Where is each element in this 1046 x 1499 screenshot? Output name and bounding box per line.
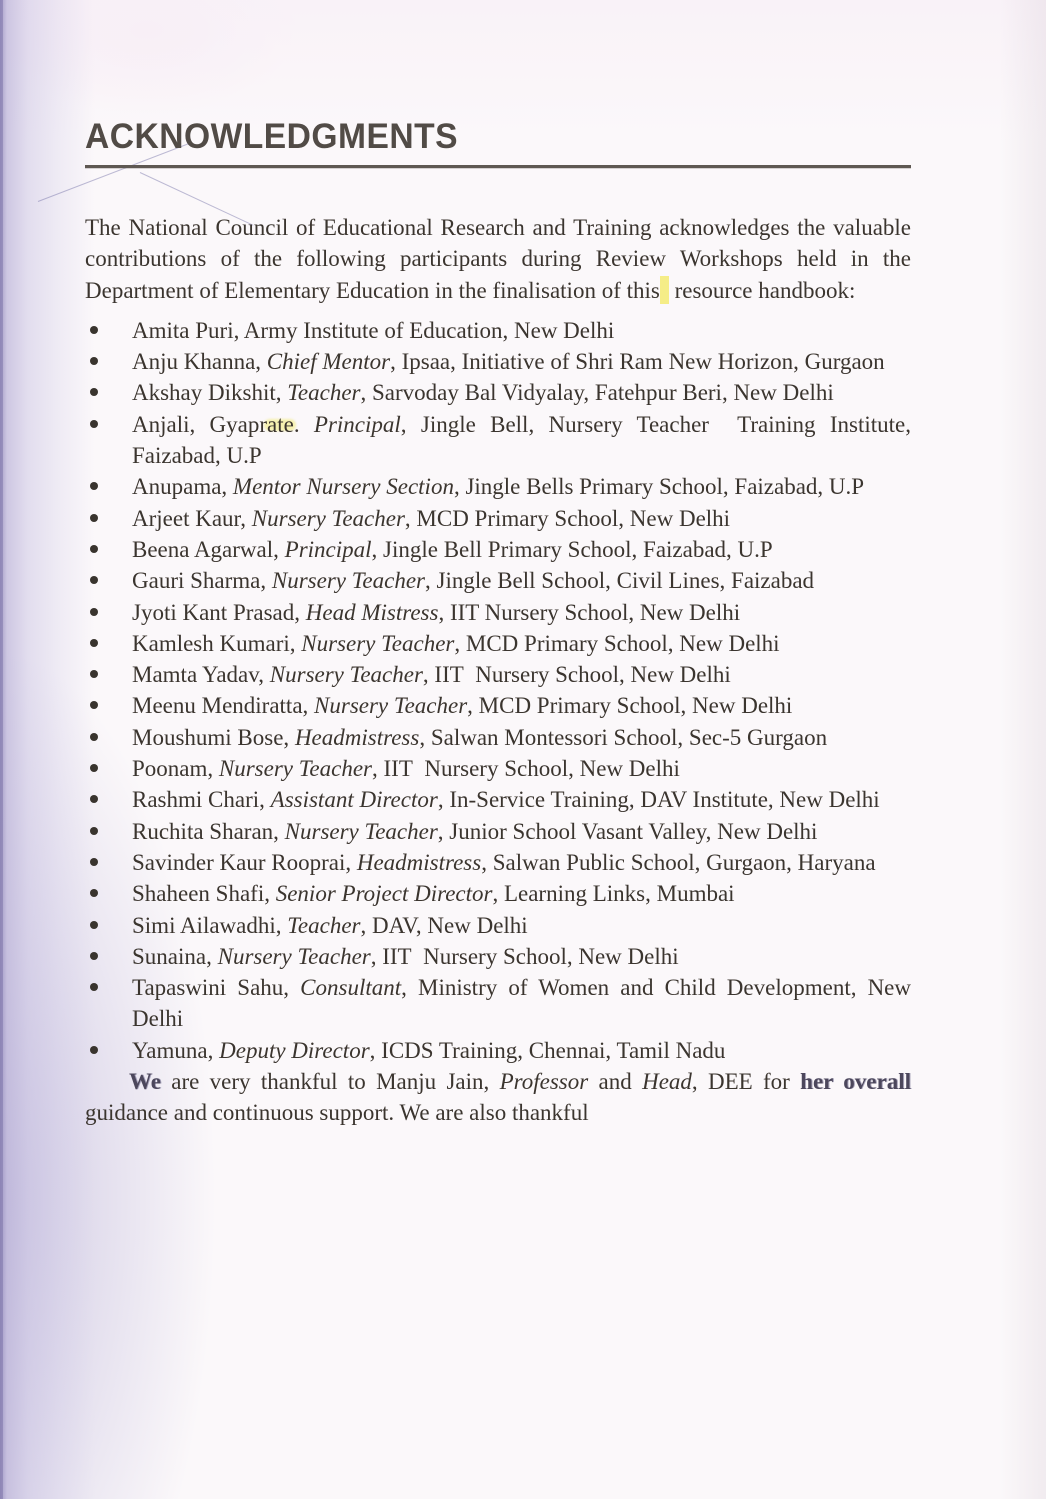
participant-item [85, 941, 911, 972]
role-italic-text: Nursery Teacher [218, 756, 373, 782]
text-segment: Savinder Kaur Rooprai, [132, 849, 357, 875]
text-segment: , Learning Links, Mumbai [492, 881, 735, 907]
title-rule [85, 165, 911, 168]
participant-item [85, 816, 911, 847]
bullet-icon [90, 827, 98, 835]
text-segment: , Ministry of Women and Child Development, New Delhi [132, 975, 911, 1032]
participant-item [85, 847, 911, 878]
text-segment: , DAV, New Delhi [360, 912, 528, 938]
text-segment: and [588, 1069, 643, 1095]
bullet-icon [90, 576, 98, 584]
text-segment: , IIT Nursery School, New Delhi [438, 599, 741, 625]
participant-item [85, 722, 911, 753]
bullet-icon [90, 514, 98, 522]
text-segment: We [129, 1069, 161, 1095]
text-segment: , MCD Primary School, New Delhi [454, 630, 780, 656]
text-segment: Shaheen Shafi, [132, 881, 276, 907]
participant-item [85, 784, 911, 815]
role-italic-text: Headmistress [294, 724, 420, 750]
text-segment: , Sarvoday Bal Vidyalay, Fatehpur Beri, New Delhi [360, 380, 834, 406]
text-segment: her overall [800, 1069, 911, 1095]
page-edge-shadow [0, 0, 3, 1499]
participant-item [85, 534, 911, 565]
text-segment: Kamlesh Kumari, [132, 630, 302, 656]
bullet-icon [90, 639, 98, 647]
participant-item [85, 315, 911, 346]
text-segment: , Junior School Vasant Valley, New Delhi [437, 818, 818, 844]
text-segment: Anju Khanna, [132, 349, 267, 375]
role-italic-text: Nursery Teacher [314, 693, 468, 719]
participant-item [85, 878, 911, 909]
participant-item [85, 753, 911, 784]
role-italic-text: Nursery Teacher [269, 662, 423, 688]
participant-item [85, 471, 911, 502]
bullet-icon [90, 952, 98, 960]
participant-item [85, 409, 911, 472]
bullet-icon [90, 388, 98, 396]
text-segment: , Salwan Public School, Gurgaon, Haryana [481, 849, 876, 875]
closing-paragraph [85, 1066, 911, 1129]
text-segment: Gauri Sharma, [132, 568, 272, 594]
text-segment: The National Council of Educational Research and Training acknowledges the valuable contributions of the following participants during Review Workshops held in the Department of Elementary Education in the finalisation of this [85, 215, 911, 303]
bullet-icon [90, 326, 98, 334]
text-segment: , In-Service Training, DAV Institute, New Delhi [437, 787, 880, 813]
text-segment: , Jingle Bell Primary School, Faizabad, U.P [371, 536, 773, 562]
text-segment: , IIT Nursery School, New Delhi [370, 943, 679, 969]
text-segment: Amita Puri, Army Institute of Education, New Delhi [132, 317, 615, 343]
text-segment: resource handbook: [668, 277, 856, 303]
text-segment: , Salwan Montessori School, Sec-5 Gurgaon [419, 724, 828, 750]
text-segment: Ruchita Sharan, [132, 818, 285, 844]
bullet-icon [90, 420, 98, 428]
text-segment: Akshay Dikshit, [132, 380, 288, 406]
role-italic-text: Nursery Teacher [217, 943, 371, 969]
text-segment: Anjali, Gyaprate. [132, 411, 314, 437]
text-segment: Mamta Yadav, [132, 662, 270, 688]
text-segment: , ICDS Training, Chennai, Tamil Nadu [369, 1037, 726, 1063]
text-segment: are very thankful to Manju Jain, [160, 1069, 500, 1095]
text-segment: guidance and continuous support. We are also thankful [85, 1100, 589, 1126]
text-segment: Anupama, [132, 474, 233, 500]
role-italic-text: Principal [313, 411, 401, 437]
text-segment: , IIT Nursery School, New Delhi [372, 756, 680, 782]
role-italic-text: Principal [284, 536, 372, 562]
text-segment: Arjeet Kaur, [132, 505, 252, 531]
role-italic-text: Head Mistress [305, 599, 439, 625]
role-italic-text: Nursery Teacher [301, 630, 455, 656]
role-italic-text: Mentor Nursery Section [232, 474, 454, 500]
bullet-icon [90, 983, 98, 991]
text-segment: Jyoti Kant Prasad, [132, 599, 306, 625]
role-italic-text: Consultant [300, 975, 402, 1001]
bullet-icon [90, 889, 98, 897]
role-italic-text: Teacher [287, 380, 361, 406]
role-italic-text: Teacher [287, 912, 361, 938]
bullet-icon [90, 670, 98, 678]
bullet-icon [90, 545, 98, 553]
participant-item [85, 690, 911, 721]
role-italic-text: Head [642, 1069, 692, 1095]
text-segment: , Ipsaa, Initiative of Shri Ram New Horizon, Gurgaon [390, 349, 885, 375]
text-segment: Tapaswini Sahu, [132, 975, 301, 1001]
bullet-icon [90, 701, 98, 709]
bullet-icon [90, 357, 98, 365]
role-italic-text: Deputy Director [219, 1037, 370, 1063]
role-italic-text: Nursery Teacher [251, 505, 405, 531]
text-segment: Meenu Mendiratta, [132, 693, 315, 719]
participant-item [85, 597, 911, 628]
role-italic-text: Senior Project Director [275, 881, 493, 907]
bullet-icon [90, 1046, 98, 1054]
bullet-icon [90, 733, 98, 741]
participant-item [85, 628, 911, 659]
text-segment: Beena Agarwal, [132, 536, 285, 562]
page-content [85, 0, 911, 1129]
participant-item [85, 377, 911, 408]
bullet-icon [90, 858, 98, 866]
participant-item [85, 346, 911, 377]
highlighter-mark [660, 276, 669, 304]
text-segment: , IIT Nursery School, New Delhi [422, 662, 731, 688]
participant-item [85, 972, 911, 1035]
role-italic-text: Headmistress [356, 849, 482, 875]
text-segment: Poonam, [132, 756, 219, 782]
text-segment: , Jingle Bells Primary School, Faizabad, U.P [453, 474, 865, 500]
role-italic-text: Chief Mentor [266, 349, 391, 375]
text-segment: , MCD Primary School, New Delhi [404, 505, 731, 531]
text-segment: , Jingle Bell School, Civil Lines, Faizabad [425, 568, 815, 594]
intro-paragraph [85, 212, 911, 306]
text-segment: , DEE for [691, 1069, 801, 1095]
text-segment: , MCD Primary School, New Delhi [467, 693, 793, 719]
text-segment: Yamuna, [132, 1037, 220, 1063]
text-segment: Moushumi Bose, [132, 724, 295, 750]
text-segment: Sunaina, [132, 943, 218, 969]
participant-item [85, 659, 911, 690]
bullet-icon [90, 608, 98, 616]
participant-item [85, 565, 911, 596]
bullet-icon [90, 921, 98, 929]
participant-item [85, 503, 911, 534]
text-segment: Simi Ailawadhi, [132, 912, 288, 938]
bullet-icon [90, 482, 98, 490]
participant-item [85, 910, 911, 941]
role-italic-text: Nursery Teacher [271, 568, 426, 594]
role-italic-text: Nursery Teacher [284, 818, 438, 844]
text-segment: Rashmi Chari, [132, 787, 271, 813]
bullet-icon [90, 764, 98, 772]
bullet-icon [90, 795, 98, 803]
participants-list [85, 315, 911, 1066]
role-italic-text: Assistant Director [270, 787, 438, 813]
page-title: ACKNOWLEDGMENTS [85, 117, 459, 156]
text-segment: , Jingle Bell, Nursery Teacher Training Institute, Faizabad, U.P [132, 411, 911, 469]
participant-item [85, 1035, 911, 1066]
role-italic-text: Professor [499, 1069, 589, 1095]
